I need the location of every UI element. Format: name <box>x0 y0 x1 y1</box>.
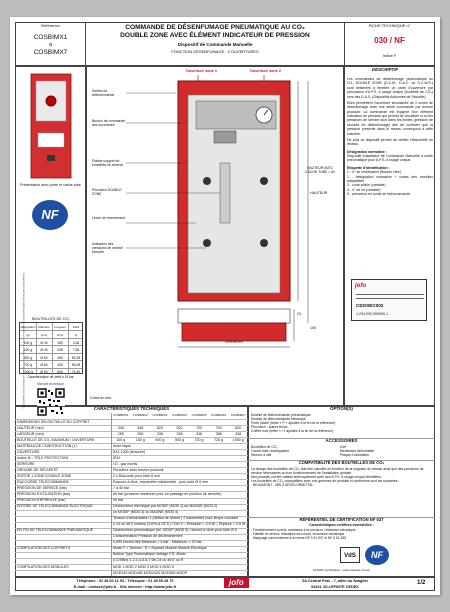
cert-title: RÉFÉRENTIEL DE CERTIFICATION NF 537 <box>299 517 384 522</box>
bottles-cell: 7,58 <box>72 348 80 353</box>
accessories-right <box>340 445 432 457</box>
specs-rows <box>15 413 248 576</box>
subtitle: Dispositif de Commande Manuelle <box>177 42 253 47</box>
height-label: HAUTEUR <box>310 191 328 195</box>
designation-title: Désignation normative : <box>347 149 387 154</box>
cert-text <box>251 529 433 541</box>
etiquette-item-3: 3 - code article (variable) <box>347 183 386 188</box>
specs-cell: COSBIMX1 <box>113 412 129 417</box>
reference-label: Référence <box>41 23 60 28</box>
nf-logo: NF <box>32 200 68 230</box>
accessories-title: ACCESSOIRES <box>325 438 358 443</box>
specs-label: MATÉRIAU DE CONSTRUCTION (1) <box>17 443 77 448</box>
callout-control-button: Bouton de commande des ouvertures <box>92 119 126 127</box>
specs-span-cell: Acier laqué <box>113 443 131 448</box>
bottles-header-row <box>20 330 82 337</box>
specs-cell: 720 g <box>214 437 224 442</box>
accessory-item: Bouteilles de CO₂ <box>251 445 278 449</box>
accessories-left <box>251 445 341 457</box>
index-label: Indice F <box>382 54 397 58</box>
descriptif-title: DESCRIPTIF <box>372 67 399 72</box>
specs-span-cell: ≥ 24 ou 48 V continu (±10% à 25°C) / 230 V – Émission = 3,5 W – Rupture = 3,5 W <box>113 522 246 527</box>
callout-pressure-indicator: Indicateur des pressions de service sécurité <box>92 242 123 254</box>
bottles-cell: Diamètre <box>38 324 50 329</box>
compat-title: COMPATIBILITÉ DES BOUTEILLES DE CO₂ <box>298 460 385 465</box>
footer-brand-logo: jofo <box>224 578 249 588</box>
specs-cell: 388 <box>215 431 222 436</box>
specs-span-cell: Déclencheur électrique par MODIF (MOD 1) ou MAGNÉ (MOD 2) <box>113 504 218 509</box>
specs-title: CARACTÉRISTIQUES TECHNIQUES <box>93 406 170 411</box>
title-line-2: DOUBLE ZONE AVEC ÉLÉMENT INDICATEUR DE PRESSION <box>120 32 310 39</box>
bottles-cell: Ø 60 <box>40 363 48 368</box>
specs-cell: 520 <box>156 425 163 430</box>
bottles-cell: (mm) <box>40 333 48 338</box>
specs-cell: 255 <box>117 431 124 436</box>
bottles-cell: (mm) <box>56 333 64 338</box>
specs-cell: 338 <box>196 431 203 436</box>
specs-span-cell: I.D., gaz mortis <box>113 461 138 466</box>
specs-label: COMPILATION DES MODULES <box>17 564 69 569</box>
descriptif-paragraph-2: Elles permettent l'ouverture simultanée de 2 zones de désenfumage avec une seule commande par bouton poussoir. La commande est équipée d'un élément indicateur de pression qui permet de visualiser si ou les pressions de service sont dans les limites (pression de sécurité de désenfumage) afin de contrôler que la pression présente dans le réseau correspond à celle calculée. <box>347 100 433 136</box>
manual-link[interactable]: Manuel technique <box>37 382 64 386</box>
specs-cell: 500 g <box>174 437 184 442</box>
bottles-cell: 600 <box>57 370 63 375</box>
footer-email[interactable]: E-mail : contact@jofo.fr - Site internet : http://www.jofo.fr <box>73 584 177 589</box>
specs-cell: 150 g <box>135 437 145 442</box>
accessory-item: Clef <box>340 445 347 449</box>
cert-body: AFNOR Certification - www.marque-nf.com <box>312 568 371 572</box>
height-with-cover-label: HAUTEUR AVEC CACHE-TUBE = 60 <box>305 166 335 174</box>
specs-cell: 520 <box>176 425 183 430</box>
specs-span-cell: Bobine Type Pneumatique Voltage F.R. Mode <box>113 552 186 557</box>
specs-span-cell: 60 bar (pression maximum pour un passage en position de sécurité) <box>113 492 222 497</box>
bottles-cell: Ø 40 <box>40 340 48 345</box>
specs-span-cell: Raccord à olive, étanchéité métal/métal - pour tube Ø 6 mm <box>113 480 209 484</box>
specs-cell: COSBIMX6 <box>211 412 227 417</box>
bottles-cell: 55,28 <box>71 355 81 360</box>
specs-label: SERRURE <box>17 461 35 466</box>
specs-label: COMPILATION DES COFFRETS <box>17 546 71 551</box>
ref-to: COSBIMX7 <box>33 49 68 56</box>
specs-span-cell: Mode F = Tension · R = Rupture Module Module Électrique <box>113 546 207 551</box>
compat-paragraph: Nos produits ont été validés techniquement avec des A.P.S. à usage unique identifiées. <box>251 475 382 480</box>
designation-text: Dispositif Adaptateur de Commande Manuelle à sortie pneumatique pour A.P.S. à usage unique. <box>347 154 433 163</box>
specs-span-cell: ou MODIF (MOD 3) ou MAGNÉ (MOD 4) <box>113 510 179 515</box>
callout-bottle-plate: Platine support de bouteilles de réserve <box>92 159 124 167</box>
etiquette-item-4: 4 - n° de lot (variable) <box>347 187 381 192</box>
bottles-row <box>20 345 82 352</box>
legal-vertical-text: © Document non contractuel - Le fabricant se réserve le droit de modifier les caractéristiques techniques sans préavis <box>22 273 26 409</box>
bottles-row <box>20 360 82 367</box>
title-line-1: COMMANDE DE DÉSENFUMAGE PNEUMATIQUE AU CO₂ <box>125 24 305 31</box>
descriptif-paragraph-3: De plus ce dispositif permet de vérifier l'étanchéité du réseau. <box>347 137 433 147</box>
specs-cell: 448 <box>137 425 144 430</box>
specs-cell: 1000 g <box>232 437 244 442</box>
specs-cell: 338 <box>176 431 183 436</box>
bottles-cell: Ø 40 <box>40 348 48 353</box>
specs-label: RACCORDE TÉLÉCOMMANDE <box>17 480 69 484</box>
bottles-cell: 150 g <box>23 348 33 353</box>
etiquette-title: Étiquette d'identification : <box>347 165 390 170</box>
footer-phone: Téléphone : 01 48 60 11 53 - Télécopie : 01 48 69 28 70 <box>76 579 174 583</box>
specs-cell: 700 <box>196 425 203 430</box>
specs-cell: COSBIMX4 <box>172 412 187 417</box>
bottles-note: Caractéristique de débit à 15 bar <box>27 375 74 379</box>
label-code: CDOSEC002 <box>356 303 384 308</box>
etiquette-item-2: 2 - désignation normative + codes des modules adaptables <box>347 174 433 183</box>
option-item: Percuteur - autres tenue <box>251 425 288 430</box>
bottles-cell: 1000 g <box>22 370 34 375</box>
specs-label: LARGEUR (mm) <box>17 431 44 436</box>
specs-cell: 100 g <box>116 437 126 442</box>
cabinet-front-image <box>30 73 72 181</box>
specs-cell: 255 <box>137 431 144 436</box>
specs-span-cell: MOD 1 MOD 2 MOD 3 MOD 4 MOD 5 <box>113 564 174 569</box>
option-item: Porte plaine (lettre « P » ajoutée à la fin de la référence). <box>251 421 337 426</box>
specs-span-cell: Tension d'alimentation 1 (défaut de réarmt.) 2 transmettre pour temps constant <box>113 516 238 521</box>
specs-cell: COSBIMX7 <box>230 412 246 417</box>
specs-cell: 348 <box>117 425 124 430</box>
specs-label: ENTRÉE DE TÉLÉCOMMANDE ÉLECTRIQUE <box>17 504 93 509</box>
bottles-cell: Débit <box>72 324 80 329</box>
datasheet-page <box>10 17 440 595</box>
bottles-cell: Désignation <box>20 324 36 329</box>
accessory-item: Plaque d'obturation <box>340 453 370 458</box>
specs-span-cell: Percuteur avec bouton poussoir <box>113 467 164 472</box>
bottles-cell: (l) <box>74 333 78 338</box>
specs-label: SORTIE 1 ZONE DOUBLE ZONE <box>17 473 72 478</box>
specs-cell: COSBIMX3 <box>152 412 168 417</box>
zone2-label: Ouverture zone 2 <box>250 69 282 73</box>
bottles-table <box>19 322 83 374</box>
specs-cell: 720 g <box>194 437 204 442</box>
dim-23: 23 <box>297 312 301 316</box>
specs-label: Indice IK - TÔLE PROTECTION <box>17 455 69 460</box>
bottles-cell: 55,28 <box>71 363 81 368</box>
specs-label: DIMENSIONS SELON TAILLE DU COFFRET <box>17 419 90 424</box>
cabinet-caption: Présentation avec porte et cache-tube <box>20 183 81 187</box>
bottles-row <box>20 338 82 345</box>
sheet-label: FICHE TECHNIQUE n° <box>368 23 411 28</box>
bottles-cell: 100 g <box>23 340 33 345</box>
bottles-cell: 265 <box>57 355 63 360</box>
specs-label: ORGANE DE SÉCURITÉ <box>17 467 58 472</box>
bottles-cell: Ø 60 <box>40 355 48 360</box>
options-title: OPTION(S) <box>330 406 353 411</box>
options-list <box>251 413 433 433</box>
specs-label: PRESSION D'UTILISATION (bar) <box>17 492 71 497</box>
zone1-label: Ouverture zone 1 <box>186 69 218 73</box>
specs-cell: 338 <box>156 431 163 436</box>
bottles-cell: 3,36 <box>72 340 80 345</box>
specs-label: OUVERTURE <box>17 449 40 454</box>
compat-paragraph: Les bouteilles de CO₂ compatibles avec nos gammes de produits et conformes sont les suivantes : <box>251 479 400 484</box>
bottles-cell: Ø 60 <box>40 370 48 375</box>
specs-row <box>15 570 248 576</box>
specs-span-cell: 2 x Raccords pour tube 6 mm <box>113 473 161 478</box>
specs-cell: 500 g <box>155 437 165 442</box>
compat-paragraph: - BEAUMONT - MELZ ARCELORMITTAL <box>251 483 314 488</box>
specs-span-cell: BXL 1000 (texturée) <box>113 449 146 454</box>
bottles-cell: 720 g <box>23 363 33 368</box>
ref-from: COSBIMX1 <box>33 34 68 41</box>
cert-subtitle: Caractéristiques certifiées essentielles : <box>309 523 374 527</box>
bottles-cell: (g) <box>26 333 30 338</box>
dimensions-unit-note: Cotes en mm <box>90 396 112 400</box>
accessory-item: Serrure à clef <box>251 453 272 458</box>
specs-span-cell: 90 bar <box>113 498 124 503</box>
footer-address-1: ZA Central Parc - 7, allée du Sanglier <box>301 579 369 583</box>
option-item: Module de télécommande pneumatique. <box>251 413 312 417</box>
specs-span-cell: 0,095 Normo-litre Minimum = 4 bar - Maximum = 20 bar <box>113 540 202 545</box>
specs-label: EN FIN DE TÉLÉCOMMANDE PNEUMATIQUE <box>17 528 94 533</box>
nf-certification-logo: NF <box>365 545 389 565</box>
specs-span-cell: Déclencheur pneumatique (tel. MODP (MOD 5), raccord à olive pour tube Ø 6 <box>113 528 237 533</box>
bottles-cell: 165 <box>57 340 63 345</box>
specs-label: PRESSION D'ÉPREUVE (bar) <box>17 498 66 503</box>
bottles-row <box>20 368 82 375</box>
bottles-cell: 75,40 <box>71 370 81 375</box>
bottles-header-row <box>20 323 82 330</box>
function-line: FONCTION DÉSENFUMAGE : 2 OUVERTURES <box>171 49 259 54</box>
descriptif-body <box>347 77 433 267</box>
bottles-row <box>20 353 82 360</box>
accessory-item: Membrane déformable <box>340 449 375 454</box>
cert-line: - Fonctionnement correct, résistance à la corrosion, résistance mécanique <box>251 528 356 532</box>
specs-span-cell: Consommation Pression de déclenchement <box>113 534 183 539</box>
bottles-title: BOUTEILLES DE CO₂ <box>32 317 70 321</box>
specs-cell: 820 <box>235 425 242 430</box>
page-number: 1/2 <box>417 580 426 586</box>
callout-rearm-lever: Levier de réarmement <box>92 216 126 220</box>
callout-remote-outputs: Sorties de télécommande <box>92 89 115 97</box>
identification-label-image <box>351 279 427 321</box>
specs-label: HAUTEUR (mm) <box>17 425 44 430</box>
compat-text <box>251 467 433 515</box>
option-item: Module de télécommande électrique. <box>251 417 307 422</box>
specs-span-cell: (COSBIx) 1-2-3-4-5-6-7 Ø6 24 ou 48 E ou R <box>113 558 184 563</box>
specs-label: PRESSION DE SERVICE (bar) <box>17 486 67 491</box>
callout-double-striker: Percuteur DOUBLE ZONE <box>92 188 122 196</box>
specs-label: BOUTEILLE DE CO₂ MAXIMUM / OUVERTURE <box>17 437 95 442</box>
specs-span-cell: IP42 <box>113 455 121 460</box>
specs-cell: COSBIMX5 <box>191 412 207 417</box>
specs-span-cell: 7 à 40 bar <box>113 486 130 491</box>
label-brand: jofo <box>355 283 366 289</box>
etiquette-item-1: 1 - n° de certification (Bouton vitre) <box>347 170 401 175</box>
bottles-cell: 208 <box>57 348 63 353</box>
bottles-cell: Longueur <box>54 324 66 329</box>
specs-span-cell: MOD240 MOD480 MOD2420 MOD480 MODP <box>113 570 188 575</box>
label-lot: 1.234.000.000000-1 <box>356 312 389 316</box>
specs-cell: 338 <box>235 431 242 436</box>
dim-105: 105 <box>310 326 316 330</box>
option-item: Coffret inox (lettre « I » ajoutée à la fin de la référence). <box>251 429 335 434</box>
descriptif-paragraph-1: Les commandes de désenfumage pneumatique au CO₂ DOUBLE ZONE (D.C.M., D.A.C. ou D.C.M.R.) sont destinées à émettre un ordre d'ouverture par percussion d'A.P.S. à usage unique (bouteille de CO₂) vers des D.A.S. (Dispositifs Actionnés de Sécurité). <box>347 77 433 99</box>
specs-cell: 700 <box>215 425 222 430</box>
ref-to-word: à <box>48 42 53 48</box>
sheet-number: 030 / NF <box>374 36 405 45</box>
footer-address-2: 93421 VILLEPINTE CEDEX <box>311 584 359 589</box>
width-label: LARGEUR <box>224 340 244 344</box>
etiquette-item-5: 5 - pressions en sortie de télécommande <box>347 192 411 196</box>
specs-cell: COSBIMX2 <box>132 412 148 417</box>
accessory-item: Cache-tube rectangulaire <box>251 449 290 454</box>
vds-logo: VdS <box>340 547 360 563</box>
bottles-cell: 500 g <box>23 355 33 360</box>
bottles-cell: 430 <box>57 363 63 368</box>
cert-line: - Fiabilité en service, résistance aux chocs, endurance mécanique <box>251 531 345 536</box>
compat-paragraph: La charge des bouteilles de CO₂ doit être calculée en fonction de la longueur du réseau ainsi que des pressions de service nécessaires au bon fonctionnement de l'installation globale. <box>251 467 424 476</box>
cert-line: - Marquage conformément à la norme NF S 61-937 et NF S 61-938 <box>251 535 346 540</box>
